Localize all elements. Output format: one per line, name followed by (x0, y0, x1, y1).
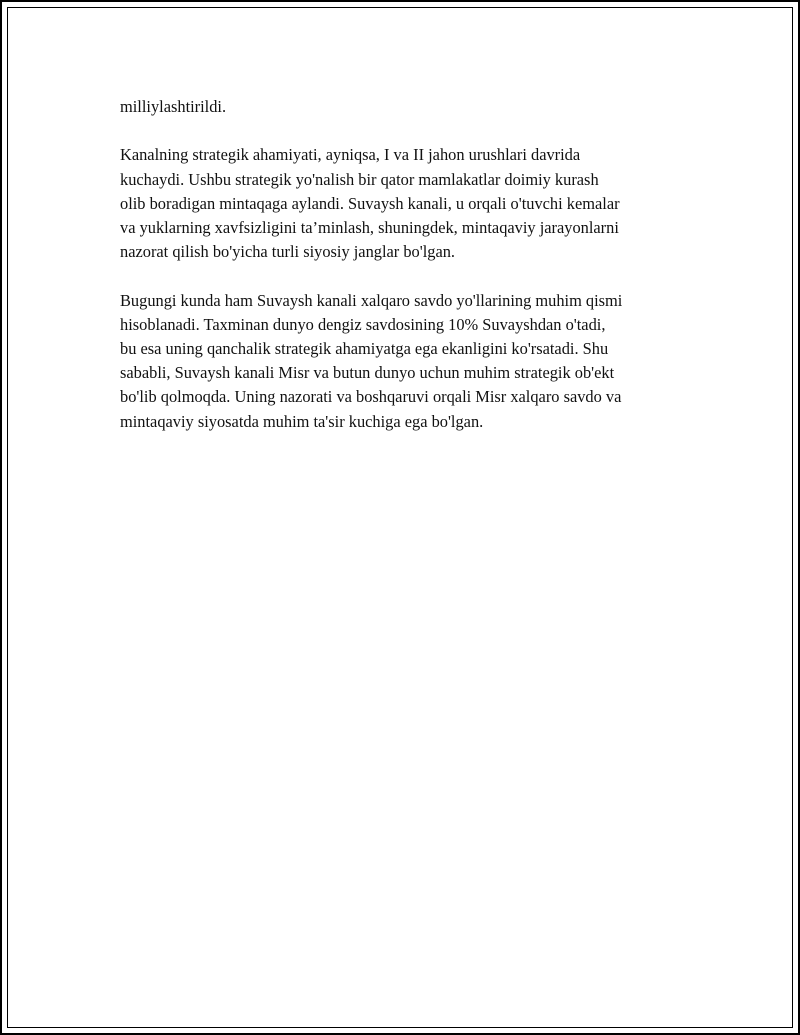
text-line: milliylashtirildi. (120, 97, 227, 116)
paragraph-modern-trade-role (120, 289, 695, 434)
text-line: mintaqaviy siyosatda muhim ta'sir kuchiga ega bo'lgan. (120, 411, 484, 431)
text-line: Bugungi kunda ham Suvaysh kanali xalqaro savdo yo'llarining muhim qismi (120, 290, 623, 310)
text-line: va yuklarning xavfsizligini ta’minlash, shuningdek, mintaqaviy jarayonlarni (120, 218, 619, 237)
text-line: kuchaydi. Ushbu strategik yo'nalish bir qator mamlakatlar doimiy kurash (120, 169, 599, 189)
text-line: sababli, Suvaysh kanali Misr va butun dunyo uchun muhim strategik ob'ekt (120, 363, 615, 383)
text-line: nazorat qilish bo'yicha turli siyosiy janglar bo'lgan. (120, 242, 456, 262)
document-body (120, 95, 695, 434)
text-line: hisoblanadi. Taxminan dunyo dengiz savdosining 10% Suvayshdan o'tadi, (120, 314, 606, 334)
text-line: bu esa uning qanchalik strategik ahamiyatga ega ekanligini ko'rsatadi. Shu (120, 339, 609, 358)
text-line: bo'lib qolmoqda. Uning nazorati va boshqaruvi orqali Misr xalqaro savdo va (120, 387, 622, 407)
paragraph-strategic-importance (120, 143, 695, 264)
paragraph-nationalized (120, 95, 695, 119)
text-line: olib boradigan mintaqaga aylandi. Suvaysh kanali, u orqali o'tuvchi kemalar (120, 193, 620, 213)
text-line: Kanalning strategik ahamiyati, ayniqsa, I va II jahon urushlari davrida (120, 145, 581, 165)
